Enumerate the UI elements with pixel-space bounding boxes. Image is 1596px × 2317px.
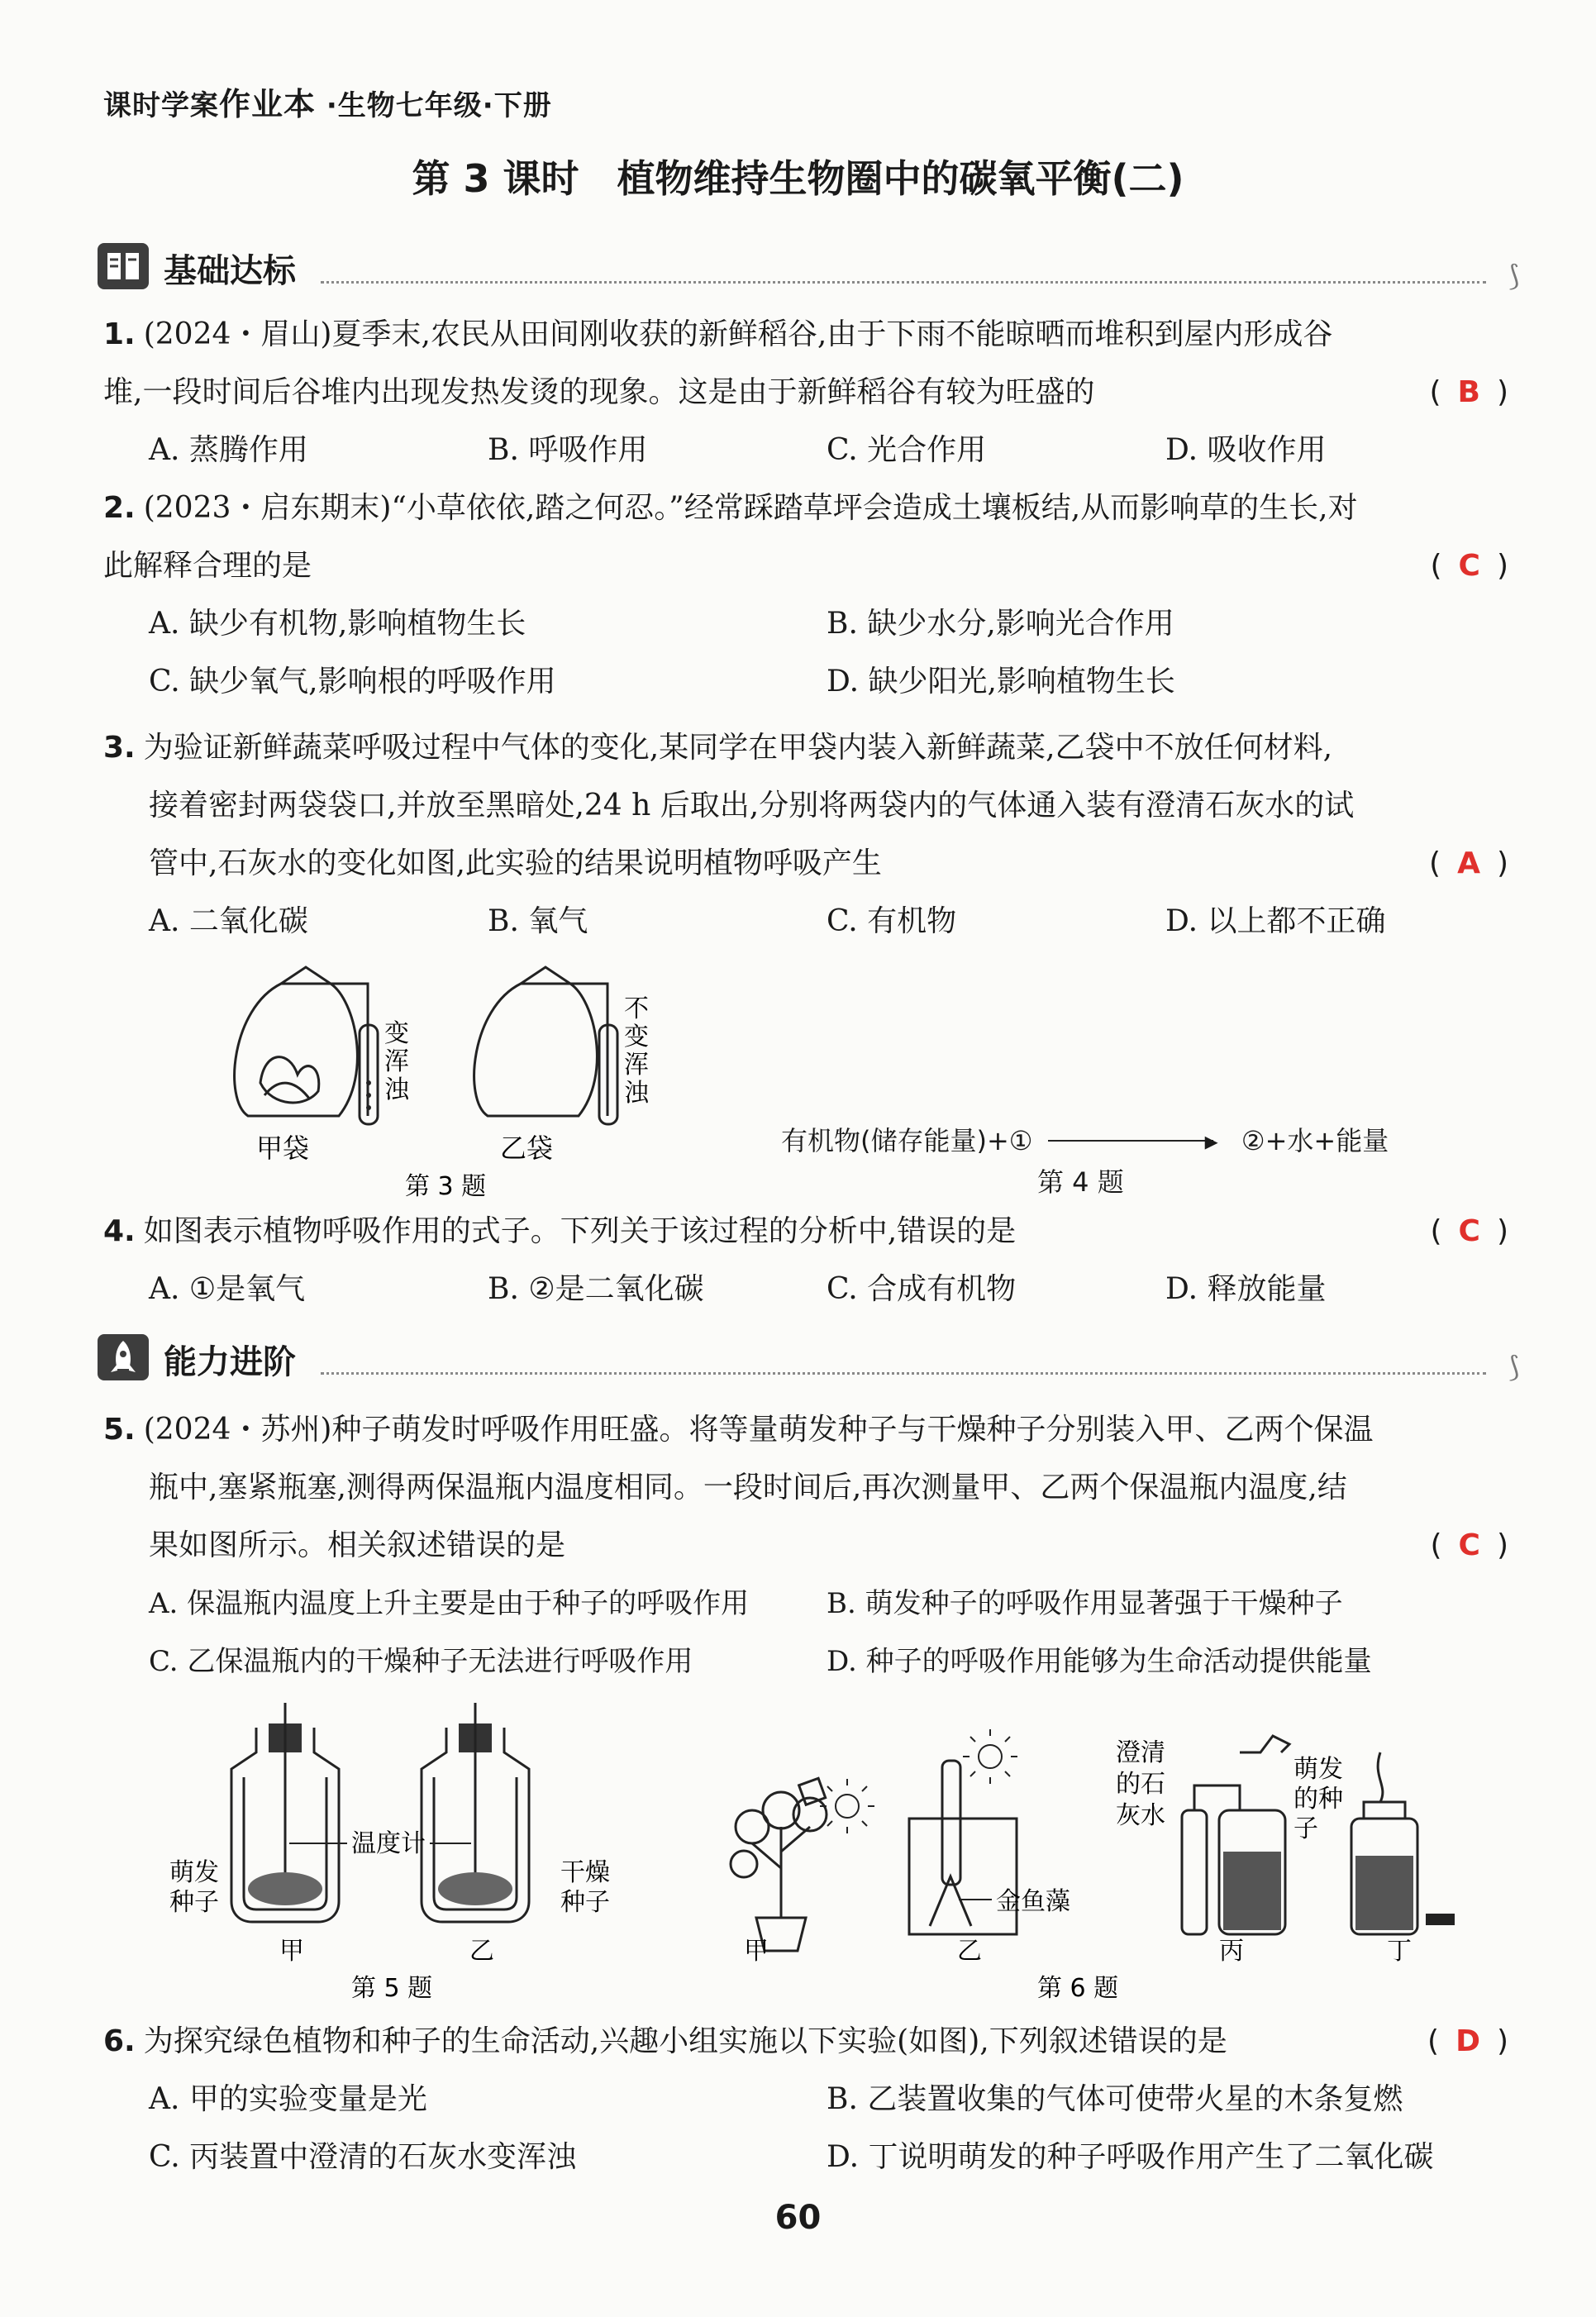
option-c: C. 光合作用: [827, 433, 987, 467]
plant-jia: [731, 1778, 827, 1951]
label-lime-water: 澄清的石灰水: [1116, 1738, 1165, 1830]
formula-right: ②+水+能量: [1241, 1125, 1389, 1156]
figure-3: [215, 951, 711, 1199]
label-jia: 甲: [744, 1937, 769, 1966]
option-d: D. 以上都不正确: [1165, 904, 1386, 938]
label-alga: 金鱼藻: [996, 1887, 1070, 1916]
section-divider: [321, 281, 1486, 284]
label-jia: 甲: [279, 1937, 304, 1966]
formula-fig4: 有机物(储存能量)+① ▸ ②+水+能量: [781, 1125, 1389, 1156]
option-a: A. 保温瓶内温度上升主要是由于种子的呼吸作用: [149, 1587, 750, 1620]
answer-slot: ( C ): [1430, 549, 1508, 583]
caption-fig4: 第 4 题: [1037, 1166, 1124, 1198]
option-b: B. 氧气: [488, 904, 588, 938]
option-a: A. 蒸腾作用: [149, 433, 308, 467]
option-d: D. 缺少阳光,影响植物生长: [827, 665, 1175, 698]
option-b: B. 缺少水分,影响光合作用: [827, 607, 1174, 641]
series-subname: 作业本: [219, 86, 317, 122]
label-bag-yi: 乙袋: [500, 1132, 554, 1164]
figure-5: [165, 1703, 661, 2017]
label-not-turbid: 不变浑浊: [624, 994, 649, 1108]
option-d: D. 丁说明萌发的种子呼吸作用产生了二氧化碳: [827, 2140, 1434, 2174]
section-advanced: [98, 1331, 1519, 1384]
candle-icon: [1426, 1914, 1455, 1925]
header-separator: ·: [326, 89, 338, 122]
book-icon: [98, 243, 149, 289]
option-d: D. 种子的呼吸作用能够为生命活动提供能量: [827, 1645, 1372, 1678]
answer-slot: ( A ): [1429, 846, 1508, 880]
caption-fig3: 第 3 题: [405, 1172, 487, 1199]
question-5: 5. (2024・苏州)种子萌发时呼吸作用旺盛。将等量萌发种子与干燥种子分别装入甲、乙两个保温 瓶中,塞紧瓶塞,测得两保温瓶内温度相同。一段时间后,再次测量甲、乙两个保温瓶内温度,结 果如图所示。相关叙述错误的是 ( C ) A. 保温瓶内温度上升主要是由于种子的呼吸作用 B. 萌发种子的呼吸作用显著强于干燥种子 C. 乙保温瓶内的干燥种子无法进行呼吸作用 D. 种子的呼吸作用能够为生命活动提供能量: [103, 1401, 1508, 1690]
section-title: 能力进阶: [164, 1343, 296, 1381]
bag-jia-drawing: [235, 967, 378, 1124]
header-separator: ·: [482, 89, 494, 122]
label-dry: 干燥种子: [560, 1858, 610, 1917]
decor-icon: ⟆: [1508, 1351, 1519, 1384]
section-title: 基础达标: [164, 252, 296, 290]
subject-label: 生物七年级: [337, 89, 483, 122]
option-c: C. 有机物: [827, 904, 957, 938]
label-seeds: 萌发的种子: [1293, 1755, 1343, 1843]
answer-slot: ( C ): [1430, 1214, 1508, 1248]
question-6: 6. 为探究绿色植物和种子的生命活动,兴趣小组实施以下实验(如图),下列叙述错误的是 ( D ) A. 甲的实验变量是光 B. 乙装置收集的气体可使带火星的木条复燃 C. 丙装置中澄清的石灰水变浑浊 D. 丁说明萌发的种子呼吸作用产生了二氧化碳: [103, 2013, 1508, 2186]
label-yi: 乙: [957, 1937, 982, 1966]
caption-fig6: 第 6 题: [1037, 1974, 1119, 2003]
option-d: D. 释放能量: [1165, 1272, 1327, 1306]
page-number: 60: [774, 2199, 822, 2237]
option-a: A. 缺少有机物,影响植物生长: [149, 607, 526, 641]
label-ding: 丁: [1387, 1937, 1412, 1966]
decor-icon: ⟆: [1508, 260, 1519, 293]
label-germinating: 萌发种子: [169, 1858, 219, 1917]
volume-label: 下册: [493, 89, 552, 122]
question-2: 2. (2023・启东期末)“小草依依,踏之何忍。”经常踩踏草坪会造成土壤板结,从而影响草的生长,对 此解释合理的是 ( C ) A. 缺少有机物,影响植物生长 B. 缺少水分,影响光合作用 C. 缺少氧气,影响根的呼吸作用 D. 缺少阳光,影响植物生长: [103, 479, 1508, 711]
answer-slot: ( D ): [1427, 2024, 1508, 2058]
seeds-jia: [248, 1872, 322, 1905]
section-divider: [321, 1372, 1486, 1375]
answer-slot: ( C ): [1430, 1528, 1508, 1562]
label-thermometer: 温度计: [351, 1829, 426, 1858]
lesson-title: 第 3 课时 植物维持生物圈中的碳氧平衡(二): [412, 156, 1184, 201]
option-a: A. ①是氧气: [149, 1272, 306, 1306]
option-a: A. 甲的实验变量是光: [149, 2082, 427, 2116]
label-bing: 丙: [1219, 1937, 1244, 1966]
option-b: B. 乙装置收集的气体可使带火星的木条复燃: [827, 2082, 1403, 2116]
option-b: B. 呼吸作用: [488, 433, 648, 467]
sun-icon: [820, 1779, 874, 1833]
arrow-icon: [1048, 1140, 1213, 1142]
label-turbid: 变浑浊: [384, 1019, 409, 1104]
formula-left: 有机物(储存能量)+①: [781, 1125, 1033, 1156]
section-basic: [98, 240, 1519, 293]
seeds-ding: [1355, 1856, 1413, 1930]
option-c: C. 合成有机物: [827, 1272, 1017, 1306]
label-bag-jia: 甲袋: [256, 1132, 310, 1164]
label-yi: 乙: [469, 1937, 494, 1966]
question-1: 1. (2024・眉山)夏季末,农民从田间刚收获的新鲜稻谷,由于下雨不能晾晒而堆积到屋内形成谷 堆,一段时间后谷堆内出现发热发烫的现象。这是由于新鲜稻谷有较为旺盛的 ( B ) A. 蒸腾作用 B. 呼吸作用 C. 光合作用 D. 吸收作用: [103, 306, 1508, 479]
question-4: 4. 如图表示植物呼吸作用的式子。下列关于该过程的分析中,错误的是 ( C ) A. ①是氧气 B. ②是二氧化碳 C. 合成有机物 D. 释放能量: [103, 1203, 1508, 1318]
answer-slot: ( B ): [1429, 375, 1508, 409]
rocket-icon: [98, 1334, 149, 1380]
question-3: 3. 为验证新鲜蔬菜呼吸过程中气体的变化,某同学在甲袋内装入新鲜蔬菜,乙袋中不放任何材料, 接着密封两袋袋口,并放至黑暗处,24 h 后取出,分别将两袋内的气体通入装有澄清石灰水的试 管中,石灰水的变化如图,此实验的结果说明植物呼吸产生 ( A ) A. 二氧化碳 B. 氧气 C. 有机物 D. 以上都不正确: [103, 719, 1508, 951]
book-header: [103, 79, 552, 124]
series-name: 课时学案: [103, 89, 219, 122]
option-a: A. 二氧化碳: [149, 904, 308, 938]
bag-yi-drawing: [474, 967, 617, 1124]
option-c: C. 乙保温瓶内的干燥种子无法进行呼吸作用: [149, 1645, 693, 1678]
caption-fig5: 第 5 题: [351, 1974, 433, 2003]
option-c: C. 缺少氧气,影响根的呼吸作用: [149, 665, 556, 698]
option-b: B. 萌发种子的呼吸作用显著强于干燥种子: [827, 1587, 1343, 1620]
option-c: C. 丙装置中澄清的石灰水变浑浊: [149, 2140, 577, 2174]
seeds-yi: [438, 1872, 512, 1905]
seeds-bing: [1223, 1852, 1281, 1930]
sun-icon: [963, 1729, 1017, 1784]
option-b: B. ②是二氧化碳: [488, 1272, 704, 1306]
figure-6: [711, 1703, 1455, 2017]
option-d: D. 吸收作用: [1165, 433, 1327, 467]
